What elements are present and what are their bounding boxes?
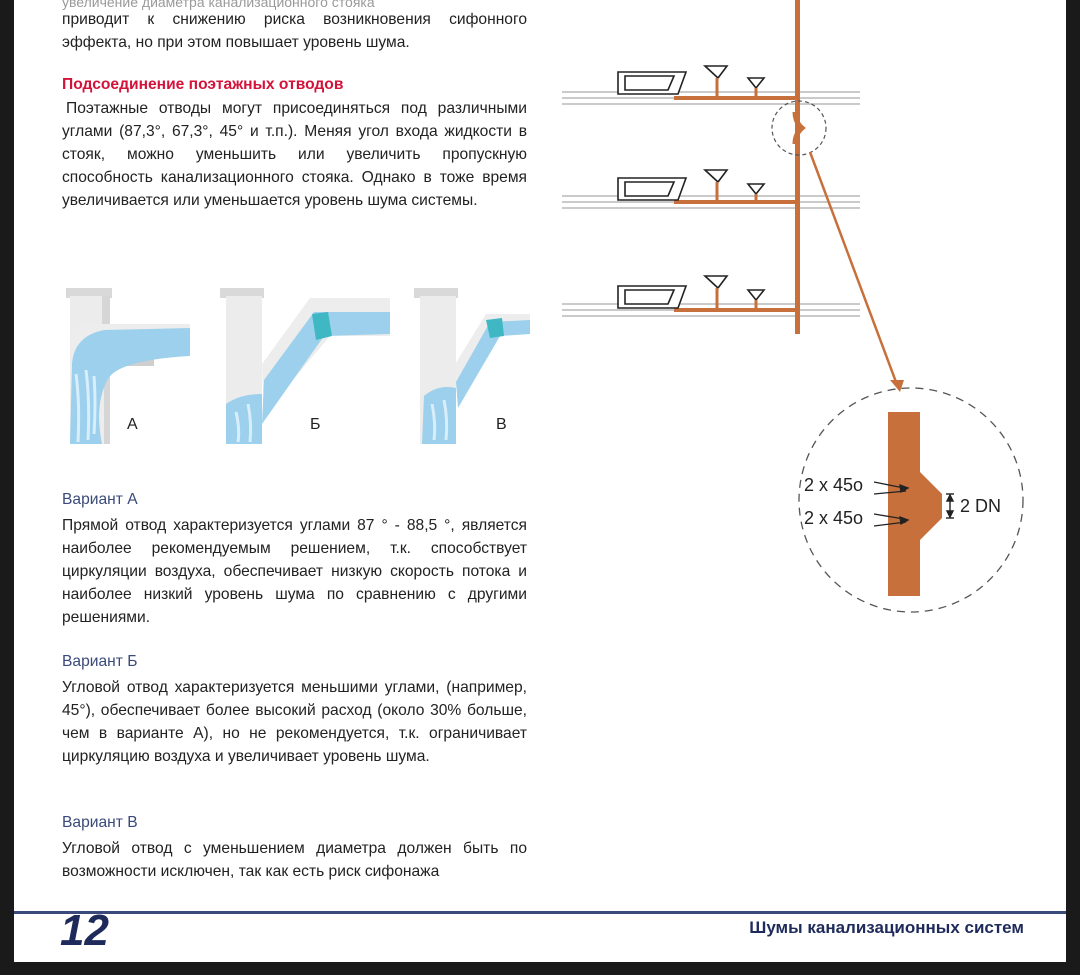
section-heading: Подсоединение поэтажных отводов (62, 76, 344, 93)
footer-rule (14, 911, 1066, 914)
footer-title: Шумы канализационных систем (749, 918, 1024, 937)
variant-c-heading: Вариант В (62, 814, 138, 831)
section-paragraph: Поэтажные отводы могут присоединяться под различными углами (87,3°, 67,3°, 45° и т.п.). Меняя угол входа жидкости в стояк, можно уменьшить или увеличить пропускную способность канализационного стояка. Однако в тоже время увеличивается или уменьшается уровень шума системы. (62, 100, 527, 209)
intro-paragraph: приводит к снижению риска возникновения сифонного эффекта, но при этом повышает уровень шума. (62, 11, 527, 51)
document-page (14, 0, 1066, 962)
angle-label-top: 2 х 45о (804, 475, 864, 495)
diameter-label: 2 DN (960, 496, 1002, 516)
variant-c-text: Угловой отвод с уменьшением диаметра должен быть по возможности исключен, так как есть риск сифонажа (62, 840, 527, 880)
figure-label-a: А (127, 416, 138, 433)
angle-label-bottom: 2 х 45о (804, 508, 864, 528)
page-number: 12 (60, 906, 109, 955)
cut-off-text: увеличение диаметра канализационного стояка (62, 0, 375, 10)
variant-b-heading: Вариант Б (62, 653, 138, 670)
figure-label-b: Б (310, 416, 321, 433)
figure-label-c: В (496, 416, 507, 433)
variant-a-text: Прямой отвод характеризуется углами 87 ° - 88,5 °, является наиболее рекомендуемым решением, т.к. способствует циркуляции воздуха, обеспечивает низкую скорость потока и наиболее низкий уровень шума по сравнению с другими решениями. (62, 517, 527, 626)
stack-pipe (795, 0, 802, 334)
variant-b-text: Угловой отвод характеризуется меньшими углами, (например, 45°), обеспечивает более высокий расход (около 30% больше, чем в варианте А), но не рекомендуется, т.к. ограничивает циркуляцию воздуха и увеличивает уровень шума. (62, 679, 527, 765)
drainage-stack-diagram (14, 0, 1066, 900)
variant-a-heading: Вариант А (62, 491, 138, 508)
